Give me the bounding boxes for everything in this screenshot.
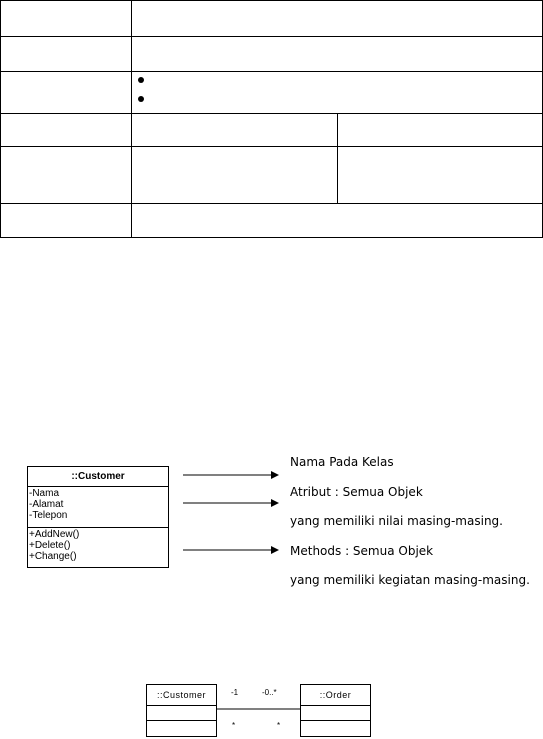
multiplicity-left-bottom: * <box>232 721 236 730</box>
attribute-item: -Telepon <box>29 510 68 521</box>
order-assoc-name: ::Order <box>319 690 352 700</box>
method-item: +Delete() <box>29 540 71 551</box>
note-class-name: Nama Pada Kelas <box>290 455 394 469</box>
customer-assoc-name: ::Customer <box>156 690 206 700</box>
note-methods-cont: yang memiliki kegiatan masing-masing. <box>290 573 530 587</box>
note-methods: Methods : Semua Objek <box>290 544 434 558</box>
order-assoc-methods <box>301 720 370 737</box>
method-item: +Change() <box>29 551 77 562</box>
customer-assoc-methods <box>147 720 216 737</box>
order-assoc-attrs <box>301 705 370 720</box>
order-assoc-box <box>300 684 371 737</box>
note-attribute: Atribut : Semua Objek <box>290 485 423 499</box>
class-name: ::Customer <box>71 471 125 482</box>
customer-assoc-attrs <box>147 705 216 720</box>
method-item: +AddNew() <box>29 529 80 540</box>
multiplicity-right-top: -0..* <box>262 688 277 697</box>
attribute-item: -Nama <box>29 488 60 499</box>
multiplicity-right-bottom: * <box>277 721 281 730</box>
attribute-item: -Alamat <box>29 499 64 510</box>
multiplicity-left-top: -1 <box>231 688 239 697</box>
customer-assoc-box <box>146 684 217 737</box>
note-attribute-cont: yang memiliki nilai masing-masing. <box>290 514 503 528</box>
